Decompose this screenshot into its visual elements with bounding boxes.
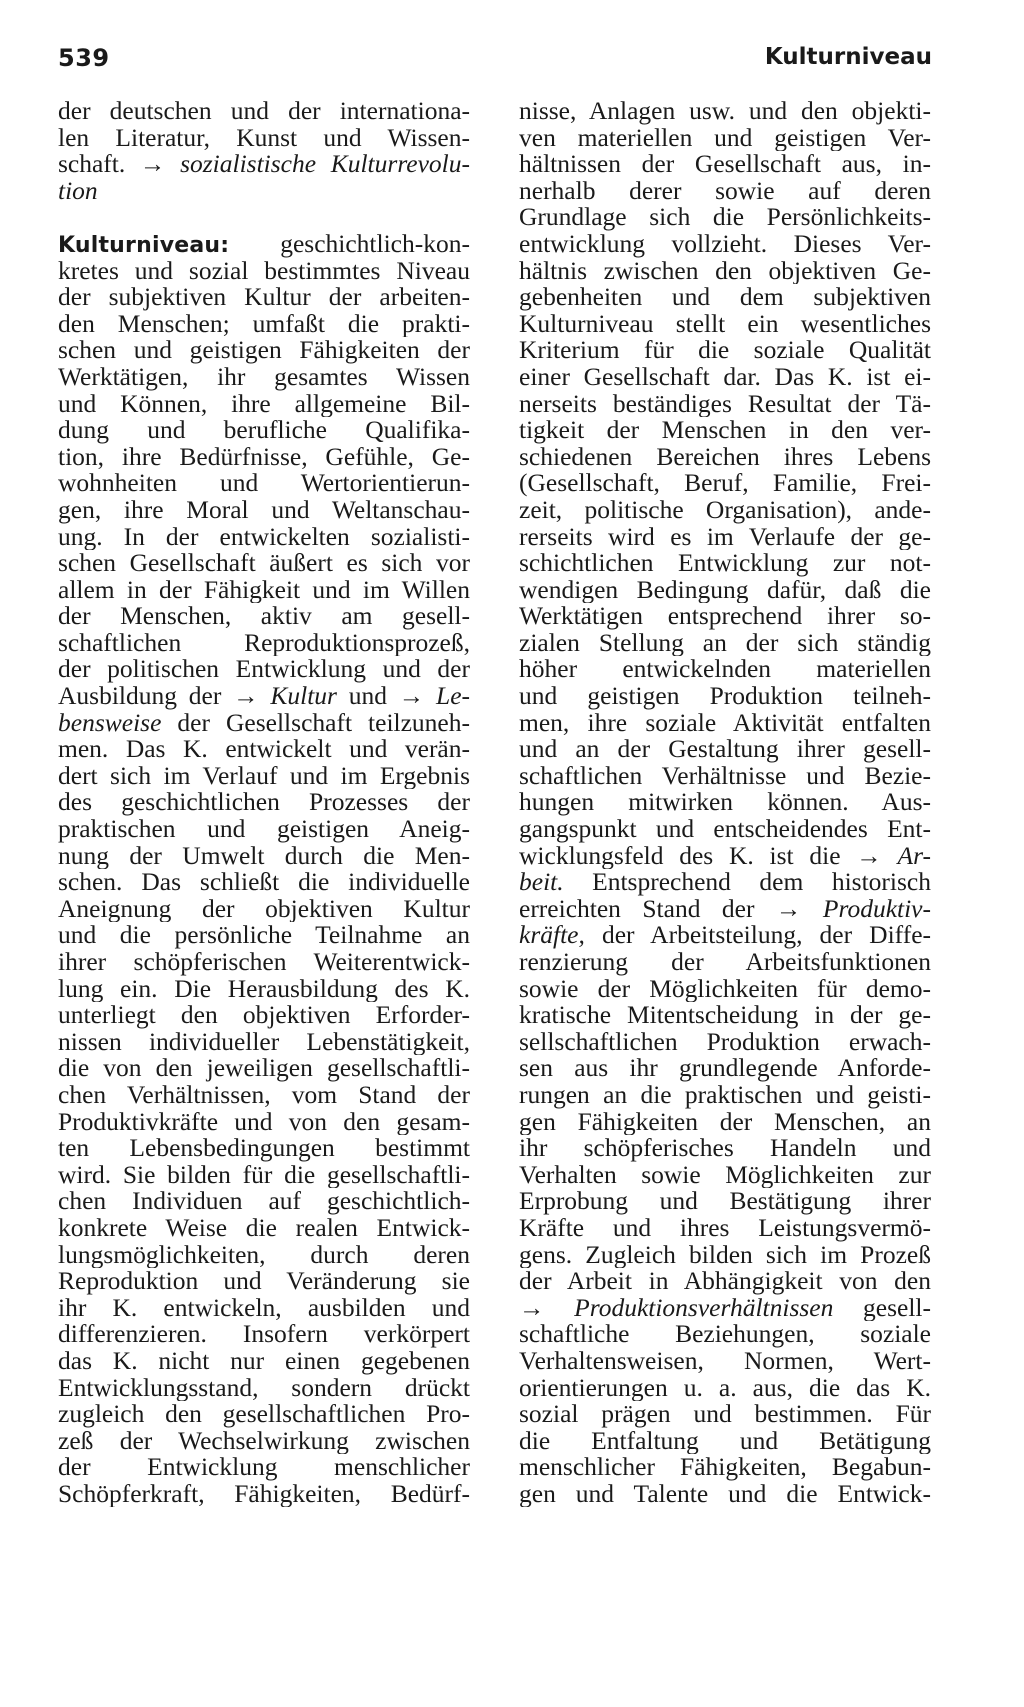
text-line: allem in der Fähigkeit und im Willen bbox=[58, 576, 470, 604]
text-line: Werktätigen entsprechend ihrer so- bbox=[519, 603, 931, 630]
cross-reference-term: Kultur bbox=[270, 683, 337, 710]
text-line: Produktivkräfte und von den gesam- bbox=[58, 1108, 470, 1136]
text-line: chen Individuen auf geschichtlich- bbox=[58, 1188, 470, 1215]
entry-headword: Kulturniveau: bbox=[58, 232, 230, 258]
text-line: und die persönliche Teilnahme an bbox=[58, 922, 470, 949]
text-line: sen aus ihr grundlegende Anforde- bbox=[519, 1055, 931, 1082]
left-column bbox=[58, 98, 470, 1507]
entry-lines-b bbox=[58, 736, 470, 1507]
text-line: Kulturniveau stellt ein wesentliches bbox=[519, 310, 931, 338]
text-line: praktischen und geistigen Aneig- bbox=[58, 816, 470, 843]
text-line: Schöpferkraft, Fähigkeiten, Bedürf- bbox=[58, 1480, 470, 1508]
text-line: Grundlage sich die Persönlichkeits- bbox=[519, 204, 931, 231]
text-line: schaftlichen Verhältnisse und Bezie- bbox=[519, 762, 931, 790]
text-line: tigkeit der Menschen in den ver- bbox=[519, 417, 931, 444]
text-line: rerseits wird es im Verlaufe der ge- bbox=[519, 523, 931, 551]
text-line: schen und geistigen Fähigkeiten der bbox=[58, 337, 470, 364]
text-line: nissen individueller Lebenstätigkeit, bbox=[58, 1028, 470, 1056]
text-fragment: wicklungsfeld des K. ist die → bbox=[519, 842, 898, 870]
text-line: ihrer schöpferischen Weiterentwick- bbox=[58, 949, 470, 976]
text-line: nung der Umwelt durch die Men- bbox=[58, 842, 470, 870]
text-line bbox=[519, 869, 931, 896]
right-column bbox=[519, 98, 931, 1507]
text-line: orientierungen u. a. aus, die das K. bbox=[519, 1374, 931, 1402]
text-fragment: gesell- bbox=[833, 1294, 931, 1322]
text-line: höher entwickelnden materiellen bbox=[519, 656, 931, 684]
text-line: schiedenen Bereichen ihres Lebens bbox=[519, 443, 931, 471]
text-line bbox=[58, 151, 470, 178]
text-line: zeß der Wechselwirkung zwischen bbox=[58, 1427, 470, 1455]
text-line: unterliegt den objektiven Erforder- bbox=[58, 1002, 470, 1029]
text-line: rungen an die praktischen und geisti- bbox=[519, 1081, 931, 1109]
text-line: schaftlichen Reproduktionsprozeß, bbox=[58, 629, 470, 657]
text-line: sellschaftlichen Produktion erwach- bbox=[519, 1028, 931, 1056]
text-line: differenzieren. Insofern verkörpert bbox=[58, 1321, 470, 1348]
text-line: ihr K. entwickeln, ausbilden und bbox=[58, 1294, 470, 1322]
intro-paragraph bbox=[58, 98, 470, 204]
cross-reference-term: tion bbox=[58, 177, 98, 205]
text-line: wendigen Bedingung dafür, daß die bbox=[519, 576, 931, 604]
text-line: gen Fähigkeiten der Menschen, an bbox=[519, 1108, 931, 1136]
cross-reference-term: bensweise bbox=[58, 709, 162, 737]
text-line: Werktätigen, ihr gesamtes Wissen bbox=[58, 363, 470, 391]
text-line: renzierung der Arbeitsfunktionen bbox=[519, 949, 931, 976]
text-line bbox=[519, 1295, 931, 1322]
text-line: zeit, politische Organisation), ande- bbox=[519, 496, 931, 524]
cross-reference-term: kräfte, bbox=[519, 922, 585, 949]
text-line: und an der Gestaltung ihrer gesell- bbox=[519, 736, 931, 763]
text-fragment: erreichten Stand der → bbox=[519, 895, 823, 923]
text-line: schaftliche Beziehungen, soziale bbox=[519, 1321, 931, 1348]
text-line: gen und Talente und die Entwick- bbox=[519, 1480, 931, 1508]
cross-reference-term: Produktiv- bbox=[822, 895, 931, 923]
text-line: (Gesellschaft, Beruf, Familie, Frei- bbox=[519, 470, 931, 497]
text-line: die Entfaltung und Betätigung bbox=[519, 1427, 931, 1455]
cross-reference-arrow-text: schaft. → bbox=[58, 151, 181, 178]
text-line: der Arbeit in Abhängigkeit von den bbox=[519, 1268, 931, 1295]
text-line: ung. In der entwickelten sozialisti- bbox=[58, 523, 470, 551]
text-fragment: der Arbeitsteilung, der Diffe- bbox=[584, 922, 931, 949]
text-line: der Menschen, aktiv am gesell- bbox=[58, 603, 470, 630]
entry-text: geschichtlich-kon- bbox=[229, 230, 470, 258]
text-line: len Literatur, Kunst und Wissen- bbox=[58, 124, 470, 152]
text-line: des geschichtlichen Prozesses der bbox=[58, 789, 470, 817]
text-line: wohnheiten und Wertorientierun- bbox=[58, 470, 470, 497]
text-line bbox=[58, 683, 470, 710]
text-line: gen, ihre Moral und Weltanschau- bbox=[58, 496, 470, 524]
entry-lines-a bbox=[58, 258, 470, 684]
text-line: der deutschen und der internationa- bbox=[58, 98, 470, 125]
text-line: sowie der Möglichkeiten für demo- bbox=[519, 975, 931, 1003]
text-line: chen Verhältnissen, vom Stand der bbox=[58, 1081, 470, 1109]
right-lines-a bbox=[519, 98, 931, 843]
text-line: Verhaltensweisen, Normen, Wert- bbox=[519, 1347, 931, 1375]
text-line: und geistigen Produktion teilneh- bbox=[519, 683, 931, 710]
cross-reference-term: Le- bbox=[436, 683, 470, 710]
text-line: nerseits beständiges Resultat der Tä- bbox=[519, 390, 931, 418]
text-line: die von den jeweiligen gesellschaftli- bbox=[58, 1055, 470, 1082]
text-line: Verhalten sowie Möglichkeiten zur bbox=[519, 1161, 931, 1189]
text-fragment: und → bbox=[336, 683, 437, 710]
text-line: hältnissen der Gesellschaft aus, in- bbox=[519, 151, 931, 178]
text-line bbox=[58, 178, 470, 205]
text-line: nisse, Anlagen usw. und den objekti- bbox=[519, 98, 931, 125]
text-line: ihr schöpferisches Handeln und bbox=[519, 1135, 931, 1162]
text-line: Entwicklungsstand, sondern drückt bbox=[58, 1374, 470, 1402]
text-line: menschlicher Fähigkeiten, Begabun- bbox=[519, 1454, 931, 1481]
entry-paragraph bbox=[58, 231, 470, 1508]
text-fragment: Ausbildung der → bbox=[58, 683, 271, 710]
cross-reference-term: sozialistische Kulturrevolu- bbox=[180, 151, 470, 178]
text-line: kratische Mitentscheidung in der ge- bbox=[519, 1002, 931, 1029]
text-line: sozial prägen und bestimmen. Für bbox=[519, 1401, 931, 1428]
paragraph-gap bbox=[58, 204, 470, 231]
text-line: dert sich im Verlauf und im Ergebnis bbox=[58, 762, 470, 790]
text-line: hältnis zwischen den objektiven Ge- bbox=[519, 257, 931, 285]
text-line: gens. Zugleich bilden sich im Prozeß bbox=[519, 1241, 931, 1269]
text-line: kretes und sozial bestimmtes Niveau bbox=[58, 257, 470, 285]
text-line bbox=[519, 843, 931, 870]
text-line bbox=[58, 231, 470, 258]
text-line bbox=[58, 710, 470, 737]
text-fragment: der Gesellschaft teilzuneh- bbox=[161, 709, 470, 737]
text-line: tion, ihre Bedürfnisse, Gefühle, Ge- bbox=[58, 443, 470, 471]
page-header bbox=[58, 44, 932, 78]
text-line bbox=[519, 896, 931, 923]
text-line: men, ihre soziale Aktivität entfalten bbox=[519, 709, 931, 737]
text-line: schen Gesellschaft äußert es sich vor bbox=[58, 550, 470, 577]
text-line: nerhalb derer sowie auf deren bbox=[519, 177, 931, 205]
text-line: den Menschen; umfaßt die prakti- bbox=[58, 310, 470, 338]
page-number: 539 bbox=[58, 44, 110, 72]
text-fragment: Entsprechend dem historisch bbox=[563, 869, 931, 896]
text-line: der subjektiven Kultur der arbeiten- bbox=[58, 284, 470, 311]
right-lines-b bbox=[519, 949, 931, 1295]
cross-reference-term: beit. bbox=[519, 869, 564, 896]
text-line bbox=[519, 922, 931, 949]
text-line: das K. nicht nur einen gegebenen bbox=[58, 1347, 470, 1375]
text-line: lungsmöglichkeiten, durch deren bbox=[58, 1241, 470, 1269]
text-line: gangspunkt und entscheidendes Ent- bbox=[519, 816, 931, 843]
text-line: Reproduktion und Veränderung sie bbox=[58, 1268, 470, 1295]
running-head: Kulturniveau bbox=[764, 44, 932, 70]
text-fragment: → bbox=[519, 1294, 575, 1322]
text-line: und Können, ihre allgemeine Bil- bbox=[58, 390, 470, 418]
text-line: Kräfte und ihres Leistungsvermö- bbox=[519, 1214, 931, 1242]
text-line: ten Lebensbedingungen bestimmt bbox=[58, 1135, 470, 1162]
text-line: der politischen Entwicklung und der bbox=[58, 656, 470, 684]
right-lines-c bbox=[519, 1321, 931, 1507]
text-line: einer Gesellschaft dar. Das K. ist ei- bbox=[519, 363, 931, 391]
text-line: wird. Sie bilden für die gesellschaftli- bbox=[58, 1161, 470, 1189]
cross-reference-term: Produktionsverhältnissen bbox=[574, 1294, 834, 1322]
text-line: men. Das K. entwickelt und verän- bbox=[58, 736, 470, 763]
text-line: Aneignung der objektiven Kultur bbox=[58, 895, 470, 923]
text-line: zugleich den gesellschaftlichen Pro- bbox=[58, 1401, 470, 1428]
text-line: gebenheiten und dem subjektiven bbox=[519, 284, 931, 311]
text-line: schichtlichen Entwicklung zur not- bbox=[519, 550, 931, 577]
text-line: dung und berufliche Qualifika- bbox=[58, 417, 470, 444]
text-line: Kriterium für die soziale Qualität bbox=[519, 337, 931, 364]
text-line: lung ein. Die Herausbildung des K. bbox=[58, 975, 470, 1003]
text-line: entwicklung vollzieht. Dieses Ver- bbox=[519, 230, 931, 258]
text-line: Erprobung und Bestätigung ihrer bbox=[519, 1188, 931, 1215]
text-line: zialen Stellung an der sich ständig bbox=[519, 629, 931, 657]
cross-reference-term: Ar- bbox=[897, 842, 931, 870]
text-line: ven materiellen und geistigen Ver- bbox=[519, 124, 931, 152]
text-line: hungen mitwirken können. Aus- bbox=[519, 789, 931, 817]
text-line: der Entwicklung menschlicher bbox=[58, 1454, 470, 1481]
text-line: schen. Das schließt die individuelle bbox=[58, 869, 470, 896]
text-line: konkrete Weise die realen Entwick- bbox=[58, 1214, 470, 1242]
